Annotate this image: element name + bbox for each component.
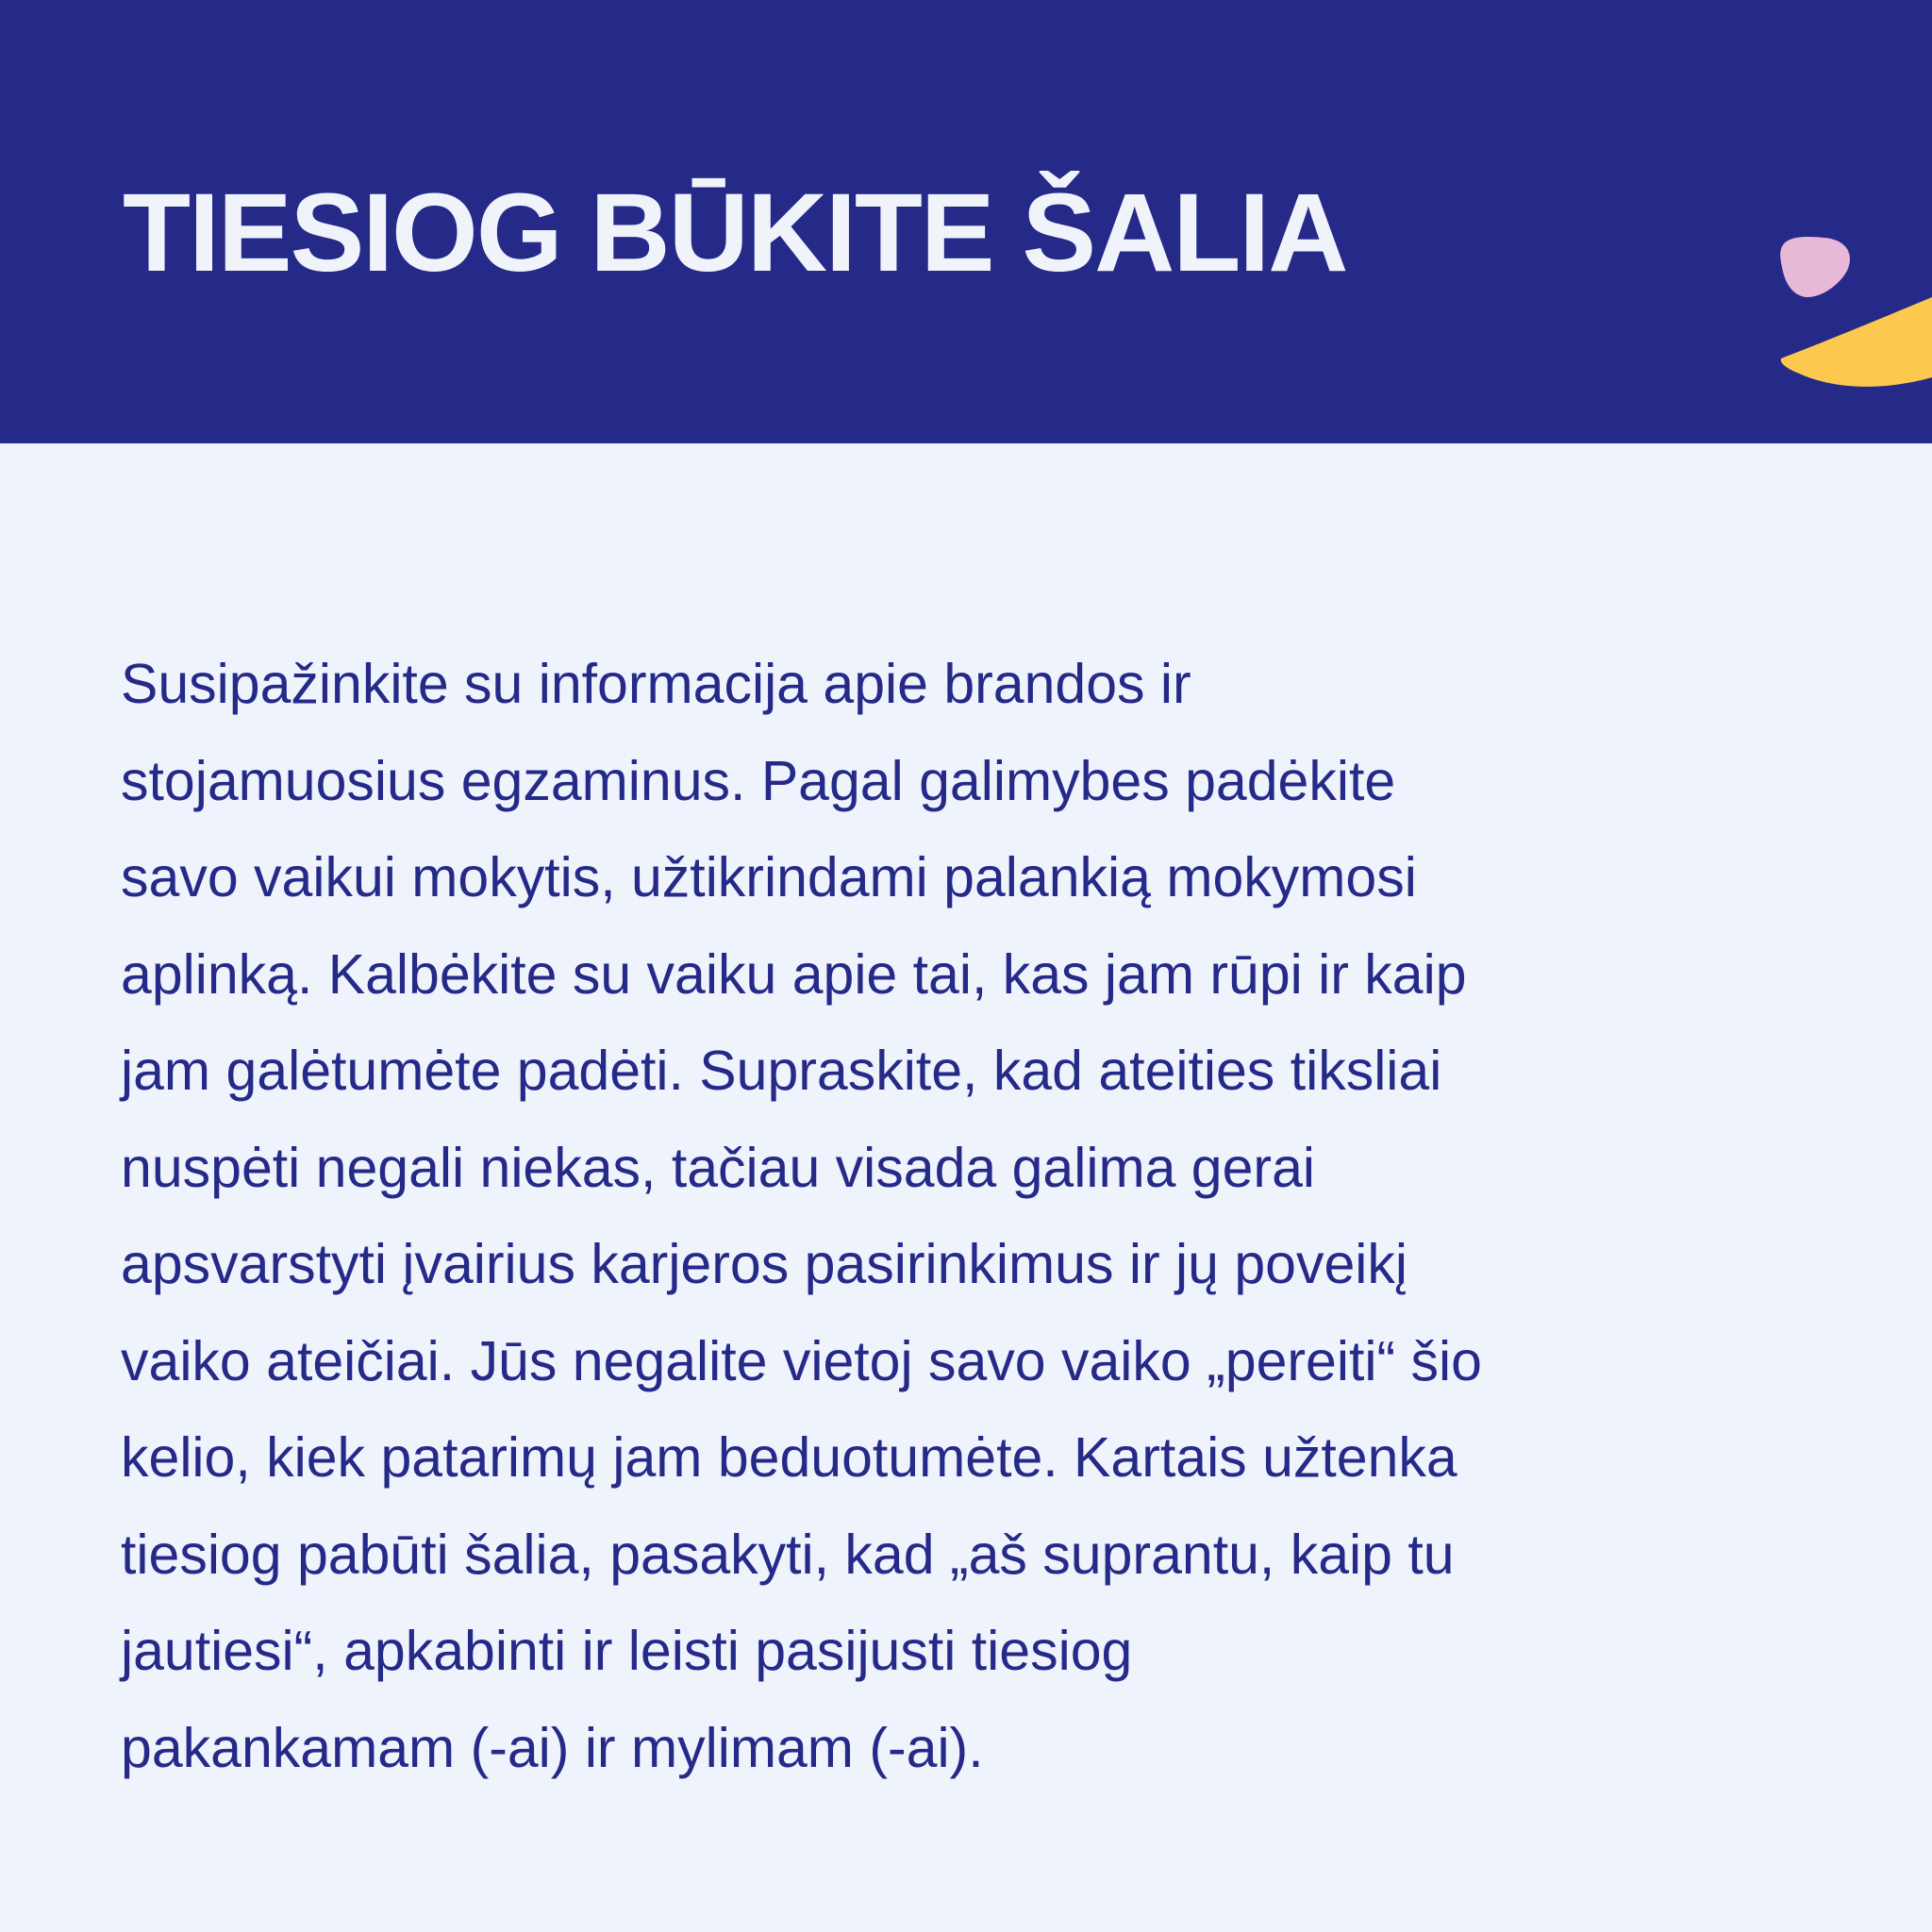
paragraph-line: Susipažinkite su informacija apie brandos ir bbox=[121, 653, 1191, 715]
yellow-crescent-shape bbox=[1781, 297, 1932, 387]
paragraph-line: jautiesi“, apkabinti ir leisti pasijusti tiesiog bbox=[121, 1620, 1133, 1682]
paragraph-line: jam galėtumėte padėti. Supraskite, kad ateities tiksliai bbox=[121, 1040, 1442, 1102]
paragraph-line: stojamuosius egzaminus. Pagal galimybes padėkite bbox=[121, 749, 1396, 812]
paragraph-line: tiesiog pabūti šalia, pasakyti, kad „aš suprantu, kaip tu bbox=[121, 1523, 1455, 1586]
page-title: TIESIOG BŪKITE ŠALIA bbox=[123, 171, 1347, 295]
paragraph-line: apsvarstyti įvairius karjeros pasirinkimus ir jų poveikį bbox=[121, 1233, 1407, 1295]
paragraph-line: pakankamam (-ai) ir mylimam (-ai). bbox=[121, 1716, 984, 1779]
paragraph-line: savo vaikui mokytis, užtikrindami palankią mokymosi bbox=[121, 846, 1417, 908]
paragraph-line: nuspėti negali niekas, tačiau visada galima gerai bbox=[121, 1136, 1315, 1199]
body-paragraph bbox=[121, 636, 1819, 1796]
paragraph-line: vaiko ateičiai. Jūs negalite vietoj savo vaiko „pereiti“ šio bbox=[121, 1329, 1482, 1392]
paragraph-line: kelio, kiek patarimų jam beduotumėte. Kartais užtenka bbox=[121, 1426, 1457, 1489]
paragraph-line: aplinką. Kalbėkite su vaiku apie tai, kas jam rūpi ir kaip bbox=[121, 942, 1467, 1006]
pink-blob-shape bbox=[1780, 237, 1850, 297]
decorative-shapes bbox=[0, 0, 1932, 443]
header-banner bbox=[0, 0, 1932, 443]
